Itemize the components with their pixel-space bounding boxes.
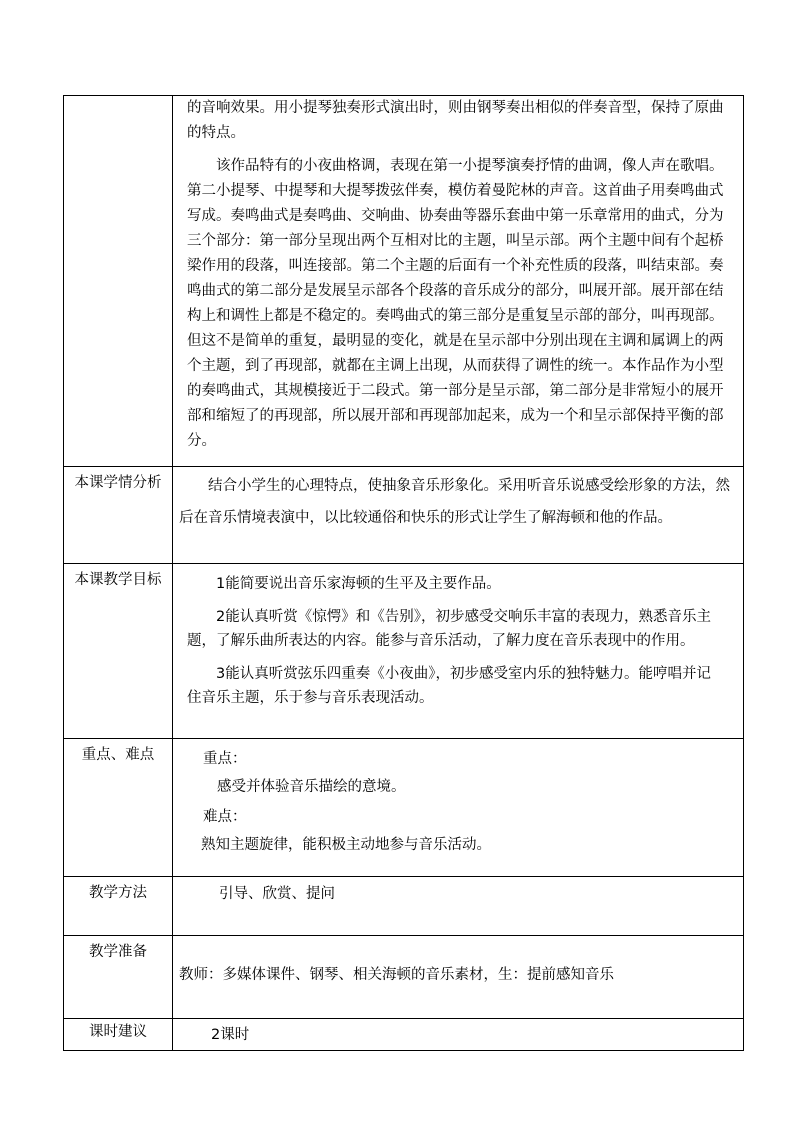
teaching-prep-text: 教师：多媒体课件、钢琴、相关海顿的音乐素材，生：提前感知音乐 (179, 967, 614, 983)
goal-item-3: 3能认真听赏弦乐四重奏《小夜曲》，初步感受室内乐的独特魅力。能哼唱并记住音乐主题，乐于参与音乐表现活动。 (187, 666, 711, 706)
class-hours-cell (173, 1019, 744, 1051)
table-row-teaching-prep (64, 936, 744, 1019)
intro-paragraph-2: 该作品特有的小夜曲格调，表现在第一小提琴演奏抒情的曲调，像人声在歌唱。第二小提琴、中提琴和大提琴拨弦伴奏，模仿着曼陀林的声音。这首曲子用奏鸣曲式写成。奏鸣曲式是奏鸣曲、交响曲、协奏曲等器乐套曲中第一乐章常用的曲式，分为三个部分：第一部分呈现出两个互相对比的主题，叫呈示部。两个主题中间有个起桥梁作用的段落，叫连接部。第二个主题的后面有一个补充性质的段落，叫结束部。奏鸣曲式的第二部分是发展呈示部各个段落的音乐成分的部分，叫展开部。展开部在结构上和调性上都是不稳定的。奏鸣曲式的第三部分是重复呈示部的部分，叫再现部。但这不是简单的重复，最明显的变化，就是在呈示部中分别出现在主调和属调上的两个主题，到了再现部，就都在主调上出现，从而获得了调性的统一。本作品作为小型的奏鸣曲式，其规模接近于二段式。第一部分是呈示部，第二部分是非常短小的展开部和缩短了的再现部，所以展开部和再现部加起来，成为一个和呈示部保持平衡的部分。 (187, 158, 724, 449)
key-points-cell (173, 739, 744, 877)
key-text: 感受并体验音乐描绘的意境。 (217, 779, 406, 795)
student-analysis-cell (173, 467, 744, 564)
table-row-teaching-goals (64, 564, 744, 739)
row-label-key-points: 重点、难点 (64, 739, 173, 877)
difficulty-heading: 难点： (203, 809, 247, 825)
goal-item-2: 2能认真听赏《惊愕》和《告别》，初步感受交响乐丰富的表现力，熟悉音乐主题，了解乐曲所表达的内容。能参与音乐活动，了解力度在音乐表现中的作用。 (187, 609, 711, 649)
intro-paragraph-1: 的音响效果。用小提琴独奏形式演出时，则由钢琴奏出相似的伴奏音型，保持了原曲的特点。 (187, 100, 724, 141)
teaching-method-text: 引导、欣赏、提问 (219, 886, 335, 902)
goal-item-1: 1能简要说出音乐家海顿的生平及主要作品。 (216, 576, 501, 592)
teaching-goals-cell (173, 564, 744, 739)
row-label-student-analysis: 本课学情分析 (64, 467, 173, 564)
difficulty-text: 熟知主题旋律，能积极主动地参与音乐活动。 (201, 837, 491, 853)
table-row-teaching-method (64, 877, 744, 936)
table-row-student-analysis (64, 467, 744, 564)
key-heading: 重点： (203, 751, 247, 767)
lesson-plan-table (63, 95, 744, 1051)
row-label-teaching-method: 教学方法 (64, 877, 173, 936)
music-introduction-cell (173, 96, 744, 467)
class-hours-text: 2课时 (211, 1027, 250, 1043)
teaching-method-cell (173, 877, 744, 936)
teaching-prep-cell (173, 936, 744, 1019)
table-row-key-points (64, 739, 744, 877)
row-label-teaching-goals: 本课教学目标 (64, 564, 173, 739)
table-row-class-hours (64, 1019, 744, 1051)
table-row-music-introduction (64, 96, 744, 467)
row-label-teaching-prep: 教学准备 (64, 936, 173, 1019)
row-label-empty (64, 96, 173, 467)
row-label-class-hours: 课时建议 (64, 1019, 173, 1051)
student-analysis-text: 结合小学生的心理特点，使抽象音乐形象化。采用听音乐说感受绘形象的方法，然后在音乐情境表演中，以比较通俗和快乐的形式让学生了解海顿和他的作品。 (179, 478, 730, 526)
